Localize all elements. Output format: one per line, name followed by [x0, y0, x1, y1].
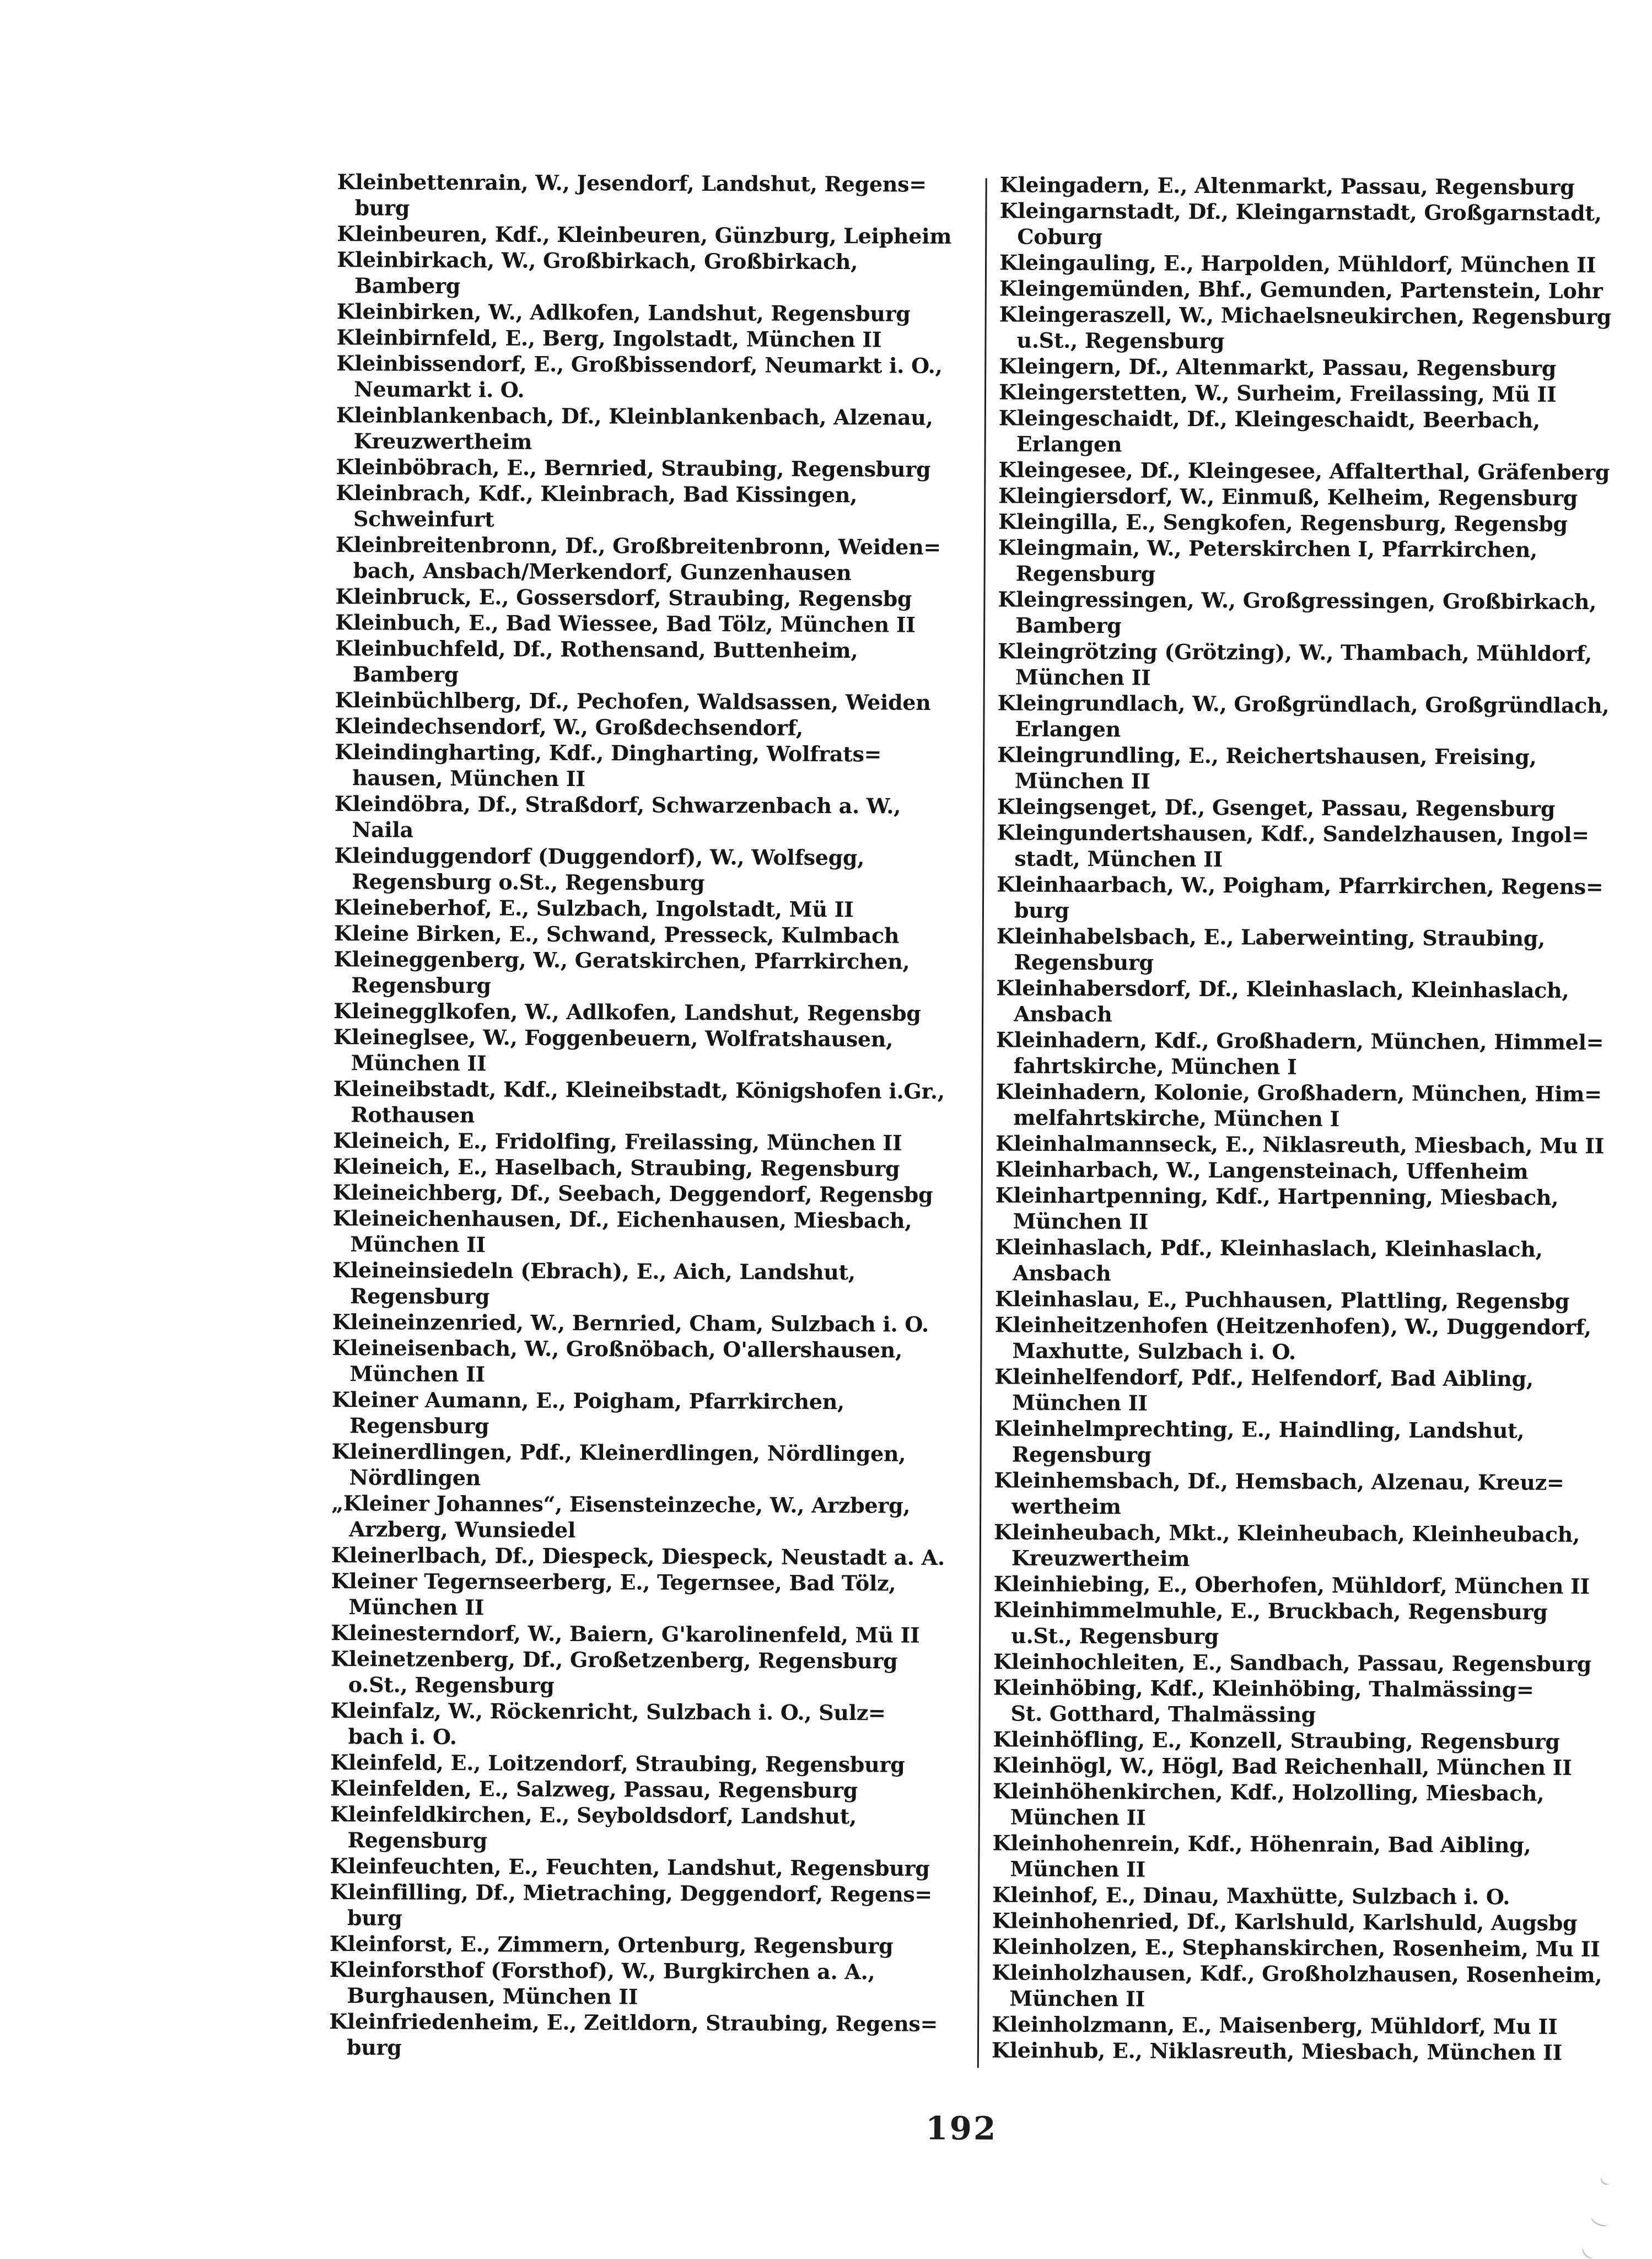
gazetteer-entry — [332, 1205, 975, 1260]
entry-line-first: Kleinfalz, W., Röckenricht, Sulzbach i. O., Sulz= — [330, 1698, 886, 1725]
entry-line-first: Kleinhelmprechting, E., Haindling, Landshut, — [994, 1416, 1525, 1443]
entry-line-first: Kleinhochleiten, E., Sandbach, Passau, Regensburg — [993, 1649, 1592, 1677]
gazetteer-entry — [999, 301, 1641, 356]
gazetteer-entry — [330, 1749, 972, 1778]
entry-line-first: Kleineglsee, W., Foggenbeuern, Wolfratshausen, — [333, 1024, 894, 1052]
gazetteer-entry — [336, 402, 978, 456]
gazetteer-entry — [337, 169, 979, 223]
entry-line-first: Kleinhof, E., Dinau, Maxhütte, Sulzbach i. O. — [992, 1882, 1510, 1910]
gazetteer-entry — [335, 583, 977, 612]
gazetteer-entry — [336, 531, 978, 586]
gazetteer-entry — [999, 353, 1641, 381]
entry-line-continuation: St. Gotthard, Thalmässing — [1010, 1701, 1316, 1727]
entry-line-continuation: hausen, München II — [352, 765, 585, 792]
entry-line-first: Kleinerlbach, Df., Diespeck, Diespeck, Neustadt a. A. — [331, 1542, 945, 1570]
entry-line-first: Kleingiersdorf, W., Einmuß, Kelheim, Regensburg — [998, 483, 1578, 510]
entry-line-first: Kleingarnstadt, Df., Kleingarnstadt, Großgarnstadt, — [999, 198, 1602, 226]
entry-line-continuation: Coburg — [1017, 224, 1102, 250]
entry-line-first: Kleinhohenried, Df., Karlshuld, Karlshuld, Augsbg — [992, 1908, 1578, 1935]
entry-line-first: Kleinbirken, W., Adlkofen, Landshut, Regensburg — [336, 299, 911, 326]
entry-line-first: Kleinbüchlberg, Df., Pechofen, Waldsassen, Weiden — [335, 687, 931, 715]
entry-line-first: Kleinesterndorf, W., Baiern, G'karolinenfeld, Mü II — [331, 1620, 920, 1648]
gazetteer-entry — [996, 923, 1638, 977]
entry-line-continuation: Naila — [352, 817, 414, 842]
gazetteer-entry — [336, 350, 978, 405]
entry-line-continuation: München II — [348, 1594, 485, 1620]
gazetteer-entry — [997, 793, 1639, 822]
entry-line-first: Kleinhub, E., Niklasreuth, Miesbach, München II — [991, 2037, 1563, 2065]
gazetteer-entry — [335, 713, 977, 741]
entry-line-first: Kleinbirkach, W., Großbirkach, Großbirkach, — [337, 247, 858, 275]
scan-artifact — [1589, 2212, 1611, 2229]
gazetteer-entry — [330, 1930, 972, 1959]
entry-line-continuation: München II — [349, 1361, 486, 1387]
entry-line-continuation: Regensburg — [1015, 561, 1156, 587]
entry-line-first: Kleinbissendorf, E., Großbissendorf, Neumarkt i. O., — [336, 351, 943, 378]
gazetteer-entry — [336, 480, 978, 534]
gazetteer-entry — [995, 1078, 1638, 1133]
page-number: 192 — [925, 2109, 998, 2148]
entry-line-continuation: Erlangen — [1016, 431, 1122, 457]
gazetteer-entry — [330, 1697, 972, 1752]
gazetteer-entry — [332, 1257, 975, 1311]
entry-line-first: Kleinhadern, Kdf., Großhadern, München, Himmel= — [995, 1027, 1604, 1055]
gazetteer-entry — [334, 920, 976, 949]
entry-line-first: Kleinegglkofen, W., Adlkofen, Landshut, Regensbg — [333, 998, 921, 1026]
entry-line-continuation: Bamberg — [352, 661, 459, 687]
gazetteer-entry — [331, 1438, 973, 1493]
gazetteer-entry — [999, 249, 1642, 278]
gazetteer-entry — [335, 739, 977, 793]
entry-line-first: Kleinbettenrain, W., Jesendorf, Landshut, Regens= — [337, 169, 927, 197]
entry-line-first: Kleinbruck, E., Gossersdorf, Straubing, Regensbg — [335, 584, 912, 611]
entry-line-first: Kleinhiebing, E., Oberhofen, Mühldorf, München II — [993, 1571, 1590, 1599]
entry-line-first: Kleinhaarbach, W., Poigham, Pfarrkirchen, Regens= — [997, 872, 1603, 900]
entry-line-continuation: Kreuzwertheim — [1011, 1545, 1190, 1571]
entry-line-continuation: Regensburg — [349, 1413, 489, 1439]
entry-line-first: Kleinbeuren, Kdf., Kleinbeuren, Günzburg, Leipheim — [337, 221, 952, 249]
gazetteer-entry — [334, 894, 976, 923]
gazetteer-entry — [998, 508, 1640, 537]
entry-line-continuation: burg — [347, 1905, 402, 1930]
entry-line-first: Kleinduggendorf (Duggendorf), W., Wolfsegg, — [334, 843, 865, 870]
gazetteer-entry — [336, 454, 978, 482]
gazetteer-entry — [335, 609, 977, 638]
entry-line-first: Kleinetzenberg, Df., Großetzenberg, Regensburg — [330, 1646, 898, 1674]
entry-line-first: Kleineinzenried, W., Bernried, Cham, Sulzbach i. O. — [332, 1309, 929, 1337]
entry-line-continuation: burg — [1014, 897, 1069, 923]
entry-line-first: Kleingressingen, W., Großgressingen, Großbirkach, — [998, 587, 1597, 615]
gazetteer-entry — [992, 2011, 1634, 2040]
gazetteer-entry — [336, 324, 978, 353]
entry-line-first: Kleinheubach, Mkt., Kleinheubach, Kleinheubach, — [993, 1519, 1580, 1547]
entry-line-first: Kleingundertshausen, Kdf., Sandelzhausen, Ingol= — [997, 820, 1589, 848]
gazetteer-entry — [995, 1156, 1638, 1185]
entry-line-continuation: München II — [1009, 1986, 1145, 2011]
entry-line-first: Kleingerstetten, W., Surheim, Freilassing, Mü II — [998, 379, 1557, 407]
gazetteer-entry — [332, 1335, 974, 1389]
gazetteer-entry — [998, 534, 1640, 589]
gazetteer-entry — [337, 298, 979, 327]
gazetteer-entry — [993, 1596, 1635, 1651]
entry-line-continuation: Schweinfurt — [353, 506, 494, 532]
gazetteer-entry — [994, 1311, 1637, 1366]
gazetteer-entry — [335, 687, 977, 716]
entry-line-continuation: München II — [350, 1231, 486, 1257]
entry-line-first: Kleinhabelsbach, E., Laberweinting, Straubing, — [996, 923, 1546, 951]
entry-line-first: Kleingrundling, E., Reichertshausen, Freising, — [997, 742, 1537, 770]
entry-line-first: Kleinheitzenhofen (Heitzenhofen), W., Duggendorf, — [994, 1312, 1591, 1340]
entry-line-first: Kleiner Tegernseerberg, E., Tegernsee, Bad Tölz, — [331, 1568, 896, 1596]
gazetteer-entry — [998, 586, 1640, 641]
entry-line-first: Kleinhöbing, Kdf., Kleinhöbing, Thalmässing= — [993, 1675, 1534, 1702]
entry-line-continuation: wertheim — [1011, 1493, 1121, 1519]
entry-line-first: Kleingsenget, Df., Gsenget, Passau, Regensburg — [997, 794, 1556, 821]
entry-line-first: Kleingeschaidt, Df., Kleingeschaidt, Beerbach, — [998, 405, 1540, 433]
entry-line-continuation: München II — [351, 1050, 487, 1076]
entry-line-first: Kleinfeuchten, E., Feuchten, Landshut, Regensburg — [330, 1853, 930, 1881]
entry-line-first: Kleinhadern, Kolonie, Großhadern, München, Him= — [995, 1079, 1602, 1107]
entry-line-first: Kleineibstadt, Kdf., Kleineibstadt, Königshofen i.Gr., — [333, 1076, 945, 1104]
gazetteer-entry — [337, 220, 979, 249]
entry-line-continuation: Ansbach — [1012, 1260, 1111, 1286]
entry-line-first: Kleindingharting, Kdf., Dingharting, Wolfrats= — [335, 739, 882, 767]
entry-line-first: Kleinhelfendorf, Pdf., Helfendorf, Bad Aibling, — [994, 1364, 1534, 1391]
gazetteer-entry — [332, 1386, 974, 1441]
entry-line-first: Kleineinsiedeln (Ebrach), E., Aich, Landshut, — [332, 1257, 855, 1285]
entry-line-first: Kleinblankenbach, Df., Kleinblankenbach, Alzenau, — [336, 402, 933, 430]
entry-line-first: Kleinholzmann, E., Maisenberg, Mühldorf, Mu II — [992, 2011, 1558, 2039]
gazetteer-entry — [333, 998, 976, 1026]
entry-line-first: Kleineisenbach, W., Großnöbach, O'allershausen, — [332, 1335, 903, 1363]
entry-line-continuation: Burghausen, München II — [347, 1983, 638, 2009]
gazetteer-entry — [337, 246, 979, 301]
entry-line-continuation: u.St., Regensburg — [1016, 327, 1225, 354]
entry-line-first: Kleinfelden, E., Salzweg, Passau, Regensburg — [330, 1776, 858, 1803]
entry-line-first: Kleingadern, E., Altenmarkt, Passau, Regensburg — [999, 172, 1575, 200]
entry-line-first: Kleinböbrach, E., Bernried, Straubing, Regensburg — [336, 454, 931, 482]
gazetteer-entry — [992, 1959, 1634, 2014]
entry-line-first: Kleine Birken, E., Schwand, Presseck, Kulmbach — [333, 921, 900, 948]
entry-line-continuation: Rothausen — [351, 1102, 475, 1128]
entry-line-first: Kleineich, E., Fridolfing, Freilassing, München II — [333, 1128, 902, 1155]
entry-line-continuation: o.St., Regensburg — [348, 1672, 555, 1698]
gazetteer-entry — [992, 1933, 1634, 1962]
gazetteer-entry — [330, 1853, 972, 1881]
left-column — [329, 169, 980, 2063]
gazetteer-entry — [997, 690, 1639, 744]
gazetteer-entry — [993, 1674, 1635, 1729]
gazetteer-entry — [333, 1075, 975, 1130]
gazetteer-entry — [331, 1620, 973, 1648]
entry-line-first: Kleinhaslach, Pdf., Kleinhaslach, Kleinhaslach, — [995, 1234, 1543, 1262]
entry-line-first: Kleinhögl, W., Högl, Bad Reichenhall, München II — [993, 1752, 1572, 1780]
entry-line-first: Kleiner Aumann, E., Poigham, Pfarrkirchen, — [331, 1387, 845, 1414]
gazetteer-entry — [334, 790, 976, 845]
gazetteer-entry — [996, 975, 1638, 1029]
entry-line-first: Kleinhimmelmuhle, E., Bruckbach, Regensburg — [993, 1597, 1548, 1625]
entry-line-continuation: Regensburg — [1014, 949, 1154, 975]
entry-line-continuation: Regensburg o.St., Regensburg — [352, 869, 705, 896]
entry-line-continuation: burg — [346, 2035, 402, 2060]
entry-line-first: Kleinharbach, W., Langensteinach, Uffenheim — [995, 1157, 1529, 1184]
entry-line-first: Kleingemünden, Bhf., Gemunden, Partenstein, Lohr — [999, 276, 1603, 304]
entry-line-first: Kleinhöfling, E., Konzell, Straubing, Regensburg — [993, 1726, 1560, 1754]
entry-line-first: Kleingilla, E., Sengkofen, Regensburg, Regensbg — [998, 509, 1568, 536]
gazetteer-entry — [993, 1726, 1635, 1755]
entry-line-continuation: Regensburg — [347, 1827, 488, 1853]
entry-line-first: Kleinhöhenkirchen, Kdf., Holzolling, Miesbach, — [992, 1778, 1545, 1806]
gazetteer-entry — [995, 1130, 1638, 1159]
entry-line-first: Kleinhemsbach, Df., Hemsbach, Alzenau, Kreuz= — [994, 1467, 1564, 1495]
entry-line-continuation: Neumarkt i. O. — [353, 376, 525, 402]
entry-line-continuation: München II — [1015, 664, 1151, 690]
entry-line-continuation: burg — [354, 195, 410, 220]
entry-line-continuation: Bamberg — [354, 273, 461, 299]
entry-line-first: Kleinhohenrein, Kdf., Höhenrain, Bad Aibling, — [992, 1830, 1531, 1858]
gazetteer-entry — [994, 1415, 1637, 1470]
entry-line-continuation: stadt, München II — [1014, 846, 1223, 872]
entry-line-first: Kleingrötzing (Grötzing), W., Thambach, Mühldorf, — [997, 638, 1592, 666]
gazetteer-entry — [333, 946, 976, 1001]
gazetteer-entry — [333, 1024, 976, 1078]
gazetteer-entry — [331, 1490, 973, 1545]
entry-line-first: Kleinforst, E., Zimmern, Ortenburg, Regensburg — [329, 1931, 894, 1959]
scan-artifact — [1580, 2244, 1597, 2259]
entry-line-first: Kleinhabersdorf, Df., Kleinhaslach, Kleinhaslach, — [996, 975, 1569, 1003]
gazetteer-entry — [995, 1234, 1637, 1288]
gazetteer-entry — [997, 819, 1639, 874]
entry-line-first: Kleineichenhausen, Df., Eichenhausen, Miesbach, — [332, 1206, 912, 1233]
gazetteer-entry — [333, 1127, 975, 1156]
entry-line-continuation: Arzberg, Wunsiedel — [348, 1516, 576, 1543]
entry-line-continuation: Bamberg — [1015, 612, 1122, 638]
gazetteer-entry — [330, 1879, 972, 1933]
gazetteer-entry — [330, 1775, 972, 1804]
gazetteer-entry — [1000, 171, 1642, 200]
right-column — [992, 171, 1642, 2066]
gazetteer-entry — [331, 1542, 973, 1570]
entry-line-first: Kleinforsthof (Forsthof), W., Burgkirchen a. A., — [329, 1957, 875, 1984]
gazetteer-entry — [993, 1648, 1635, 1677]
gazetteer-entry — [993, 1752, 1635, 1781]
gazetteer-entry — [994, 1467, 1636, 1521]
entry-line-first: Kleinbrach, Kdf., Kleinbrach, Bad Kissingen, — [336, 480, 858, 508]
gazetteer-entry — [999, 379, 1641, 407]
entry-line-continuation: bach, Ansbach/Merkendorf, Gunzenhausen — [353, 558, 852, 585]
column-divider — [977, 178, 987, 2068]
entry-line-first: Kleinholzen, E., Stephanskirchen, Rosenheim, Mu II — [992, 1934, 1600, 1962]
entry-line-continuation: Regensburg — [351, 972, 491, 998]
entry-line-first: Kleinfeldkirchen, E., Seyboldsdorf, Landshut, — [330, 1801, 857, 1829]
entry-line-first: Kleingrundlach, W., Großgründlach, Großgründlach, — [997, 690, 1610, 718]
entry-line-first: Kleinbuch, E., Bad Wiessee, Bad Tölz, München II — [335, 610, 916, 637]
entry-line-first: Kleinfilling, Df., Mietraching, Deggendorf, Regens= — [330, 1879, 933, 1907]
entry-line-first: „Kleiner Johannes“, Eisensteinzeche, W., Arzberg, — [331, 1491, 911, 1518]
entry-line-first: Kleingauling, E., Harpolden, Mühldorf, München II — [999, 250, 1596, 278]
entry-line-continuation: München II — [1010, 1856, 1146, 1882]
gazetteer-entry — [994, 1519, 1636, 1573]
entry-line-first: Kleinbuchfeld, Df., Rothensand, Buttenheim, — [335, 636, 858, 663]
entry-line-first: Kleinfeld, E., Loitzendorf, Straubing, Regensburg — [330, 1750, 905, 1777]
entry-line-first: Kleingern, Df., Altenmarkt, Passau, Regensburg — [999, 353, 1557, 381]
gazetteer-entry — [999, 275, 1642, 304]
entry-line-first: Kleindöbra, Df., Straßdorf, Schwarzenbach a. W., — [334, 791, 901, 819]
gazetteer-entry — [329, 2008, 971, 2063]
entry-line-continuation: Ansbach — [1014, 1001, 1112, 1027]
entry-line-first: Kleinfriedenheim, E., Zeitldorn, Straubing, Regens= — [329, 2009, 938, 2036]
entry-line-first: Kleingmain, W., Peterskirchen I, Pfarrkirchen, — [998, 535, 1538, 562]
entry-line-continuation: München II — [1010, 1804, 1146, 1830]
gazetteer-entry — [999, 197, 1642, 252]
entry-line-continuation: u.St., Regensburg — [1011, 1623, 1219, 1649]
entry-line-continuation: Regensburg — [1011, 1442, 1152, 1467]
gazetteer-entry — [999, 405, 1641, 459]
entry-line-first: Kleinhalmannseck, E., Niklasreuth, Miesbach, Mu II — [995, 1131, 1605, 1159]
entry-line-first: Kleineich, E., Haselbach, Straubing, Regensburg — [332, 1154, 900, 1181]
entry-line-first: Kleinhaslau, E., Puchhausen, Plattling, Regensbg — [994, 1286, 1570, 1314]
gazetteer-entry — [992, 1907, 1634, 1936]
gazetteer-entry — [992, 1830, 1634, 1884]
gazetteer-entry — [996, 1026, 1638, 1081]
entry-line-first: Kleineberhof, E., Sulzbach, Ingolstadt, Mü II — [333, 895, 854, 922]
entry-line-continuation: Erlangen — [1015, 716, 1121, 742]
gazetteer-entry — [330, 1801, 972, 1855]
entry-line-continuation: Maxhutte, Sulzbach i. O. — [1012, 1338, 1296, 1364]
scan-artifact — [1599, 2172, 1613, 2187]
entry-line-first: Kleingeraszell, W., Michaelsneukirchen, Regensburg — [999, 302, 1612, 330]
gazetteer-entry — [333, 1179, 975, 1208]
gazetteer-entry — [335, 635, 977, 690]
gazetteer-entry — [998, 482, 1640, 511]
entry-line-continuation: melfahrtskirche, München I — [1013, 1105, 1340, 1132]
gazetteer-entry — [329, 1956, 971, 2011]
entry-line-continuation: München II — [1011, 1390, 1148, 1416]
gazetteer-entry — [995, 1286, 1637, 1314]
entry-line-first: Kleinholzhausen, Kdf., Großholzhausen, Rosenheim, — [992, 1960, 1602, 1988]
gazetteer-entry — [998, 456, 1640, 485]
entry-line-continuation: Kreuzwertheim — [353, 428, 532, 454]
gazetteer-entry — [333, 1153, 975, 1182]
entry-line-first: Kleingesee, Df., Kleingesee, Affalterthal, Gräfenberg — [998, 457, 1610, 485]
gazetteer-entry — [331, 1568, 973, 1622]
gazetteer-entry — [997, 741, 1639, 796]
entry-line-continuation: Regensburg — [349, 1283, 490, 1309]
entry-line-continuation: Nördlingen — [349, 1465, 481, 1491]
entry-line-first: Kleineichberg, Df., Seebach, Deggendorf, Regensbg — [332, 1180, 933, 1207]
entry-line-first: Kleinbreitenbronn, Df., Großbreitenbronn, Weiden= — [335, 532, 941, 560]
entry-line-first: Kleindechsendorf, W., Großdechsendorf, — [335, 713, 803, 740]
gazetteer-entry — [334, 842, 976, 897]
entry-line-first: Kleinbirnfeld, E., Berg, Ingolstadt, München II — [336, 325, 882, 352]
gazetteer-entry — [331, 1645, 973, 1700]
gazetteer-entry — [992, 2037, 1634, 2066]
gazetteer-entry — [332, 1309, 975, 1337]
entry-line-continuation: München II — [1013, 1208, 1149, 1234]
entry-line-first: Kleineggenberg, W., Geratskirchen, Pfarrkirchen, — [333, 946, 910, 974]
gazetteer-entry — [992, 1881, 1634, 1910]
gazetteer-entry — [994, 1570, 1636, 1599]
gazetteer-entry — [994, 1363, 1637, 1418]
gazetteer-entry — [998, 638, 1640, 692]
entry-line-continuation: bach i. O. — [348, 1724, 457, 1750]
gazetteer-entry — [997, 871, 1639, 926]
gazetteer-entry — [995, 1182, 1637, 1236]
entry-line-first: Kleinerdlingen, Pdf., Kleinerdlingen, Nördlingen, — [331, 1439, 906, 1466]
gazetteer-entry — [993, 1778, 1635, 1832]
entry-line-continuation: fahrtskirche, München I — [1013, 1053, 1297, 1079]
entry-line-continuation: München II — [1014, 768, 1150, 794]
entry-line-first: Kleinhartpenning, Kdf., Hartpenning, Miesbach, — [995, 1182, 1559, 1210]
